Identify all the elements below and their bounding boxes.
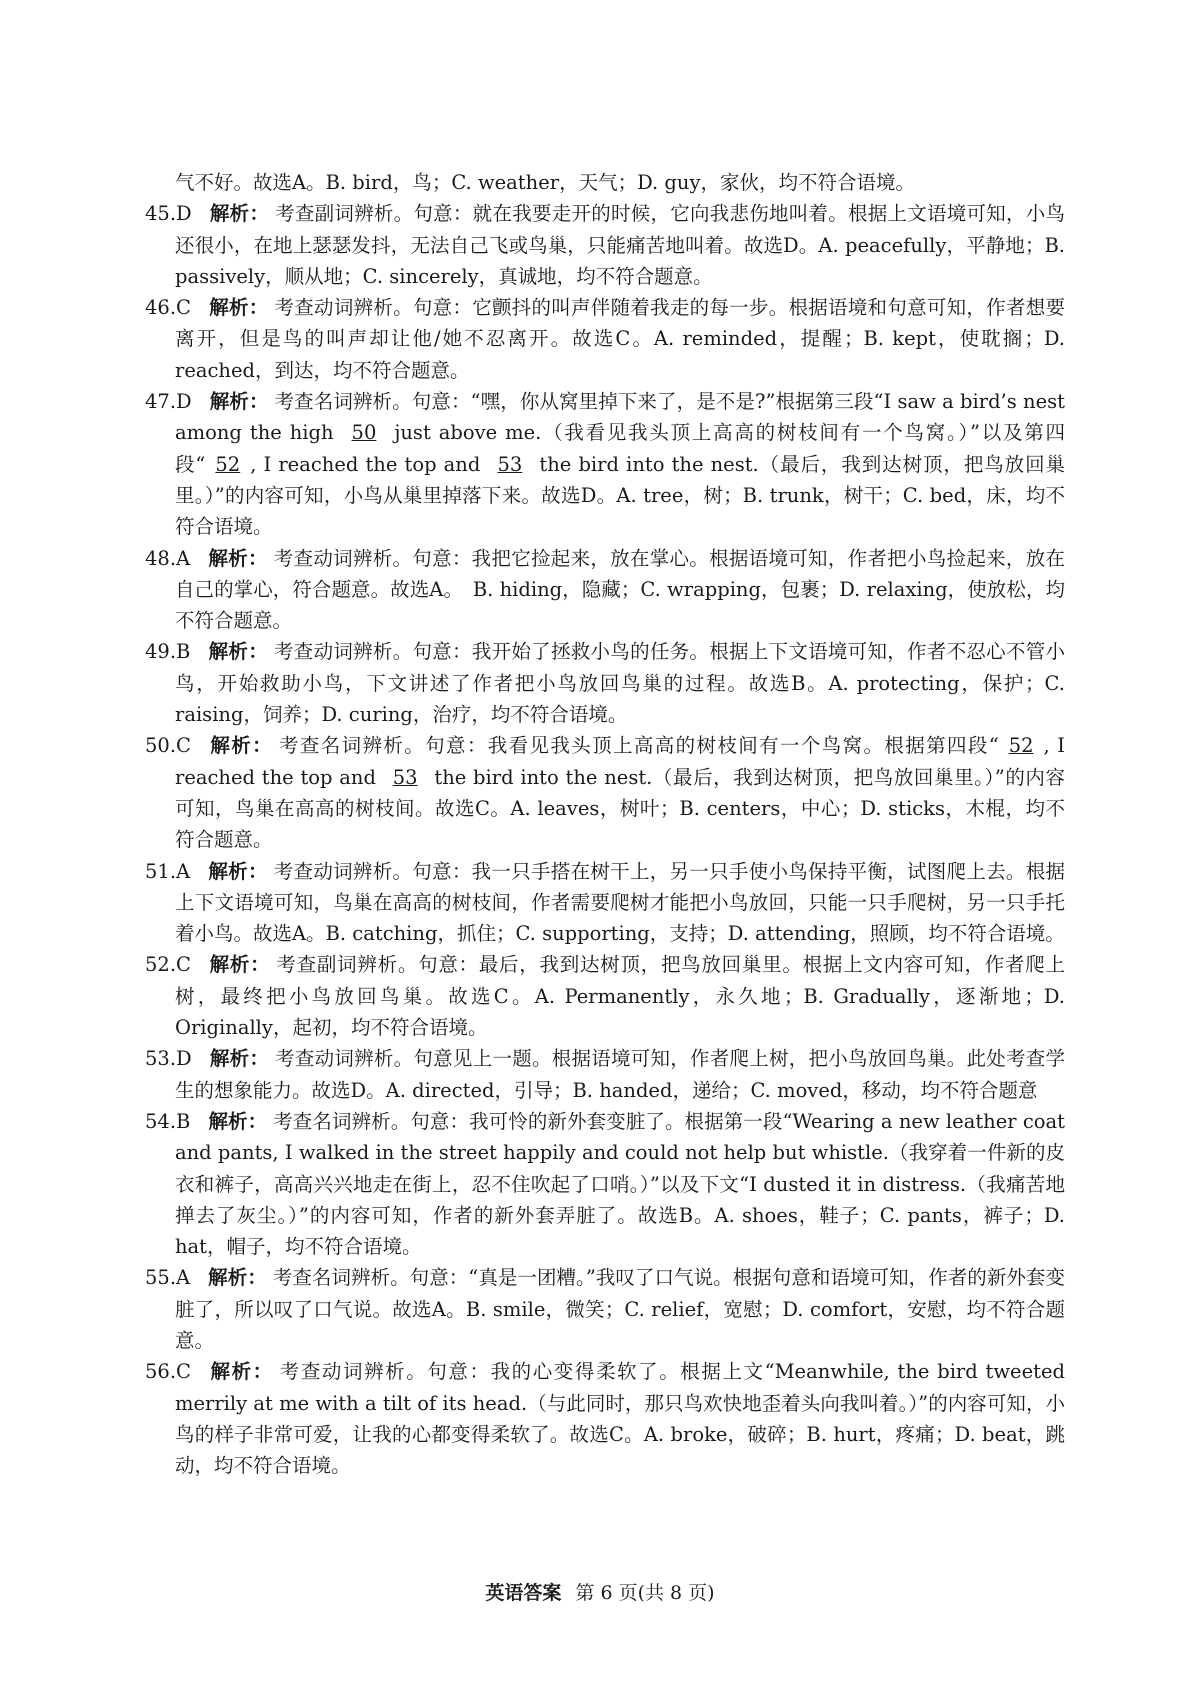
answer-letter: B xyxy=(176,1109,191,1133)
answer-letter: C xyxy=(176,296,191,320)
answer-letter: B xyxy=(176,640,191,664)
answer-46 xyxy=(145,292,1065,386)
question-number: 54. xyxy=(145,1109,177,1133)
answer-letter: D xyxy=(176,202,192,226)
question-number: 56. xyxy=(145,1360,177,1384)
question-number: 46. xyxy=(145,296,177,320)
answer-letter: C xyxy=(176,953,191,977)
answer-53 xyxy=(145,1043,1065,1106)
answer-letter: D xyxy=(176,390,192,414)
answer-letter: A xyxy=(176,859,191,883)
answer-letter: A xyxy=(176,1266,191,1290)
answer-49 xyxy=(145,636,1065,730)
analysis-label: 解析： xyxy=(209,390,269,414)
analysis-text: , I reached the top and xyxy=(250,452,488,476)
analysis-text: just above me.（我看见我头顶上高高的树枝间有一个鸟窝。）”以及第四段“ xyxy=(175,421,1065,476)
analysis-label: 解析： xyxy=(208,734,273,758)
answer-content xyxy=(145,167,1065,1481)
question-number: 55. xyxy=(145,1266,177,1290)
analysis-label: 解析： xyxy=(208,296,269,320)
page-footer xyxy=(0,1578,1200,1605)
question-number: 49. xyxy=(145,640,177,664)
question-number: 45. xyxy=(145,202,177,226)
blank-number: 52 xyxy=(215,452,241,476)
analysis-label: 解析： xyxy=(208,546,268,570)
blank-number: 52 xyxy=(1008,734,1034,758)
answer-52 xyxy=(145,949,1065,1043)
continuation-text: 气不好。故选A。B. bird，鸟；C. weather，天气；D. guy，家伙，均不符合语境。 xyxy=(175,171,915,194)
answer-letter: D xyxy=(176,1047,192,1071)
blank-number: 50 xyxy=(351,421,377,445)
question-number: 48. xyxy=(145,546,177,570)
answer-51 xyxy=(145,856,1065,950)
question-number: 52. xyxy=(145,953,177,977)
answer-letter: C xyxy=(176,734,191,758)
analysis-text: 考查动词辨析。句意：我的心变得柔软了。根据上文“Meanwhile, the bird tweeted merrily at me with a tilt of its head.（与此同时，那只鸟欢快地歪着头向我叫着。）”的内容可知，小鸟的样子非常可爱，让我的心都变得柔软了。故选C。A. broke，破碎；B. hurt，疼痛；D. beat，跳动，均不符合语境。 xyxy=(175,1360,1065,1478)
analysis-text: 考查动词辨析。句意见上一题。根据语境可知，作者爬上树，把小鸟放回鸟巢。此处考查学生的想象能力。故选D。A. directed，引导；B. handed，递给；C. moved，移动，均不符合题意 xyxy=(175,1047,1065,1102)
answer-letter: C xyxy=(176,1360,191,1384)
answer-54 xyxy=(145,1106,1065,1262)
analysis-text: the bird into the nest.（最后，我到达树顶，把鸟放回巢里。）”的内容可知，鸟巢在高高的树枝间。故选C。A. leaves，树叶；B. centers，中心；D. sticks，木棍，均不符合题意。 xyxy=(175,765,1065,852)
answer-56 xyxy=(145,1356,1065,1481)
analysis-text: 考查副词辨析。句意：最后，我到达树顶，把鸟放回巢里。根据上文内容可知，作者爬上树，最终把小鸟放回鸟巢。故选C。A. Permanently，永久地；B. Gradually，逐渐地；D. Originally，起初，均不符合语境。 xyxy=(175,953,1065,1040)
footer-subject: 英语答案 xyxy=(485,1582,562,1604)
analysis-label: 解析： xyxy=(209,1047,270,1071)
answer-letter: A xyxy=(176,546,191,570)
analysis-text: 考查名词辨析。句意：“真是一团糟。”我叹了口气说。根据句意和语境可知，作者的新外套变脏了，所以叹了口气说。故选A。B. smile，微笑；C. relief，宽慰；D. comfort，安慰，均不符合题意。 xyxy=(175,1266,1065,1352)
analysis-text: the bird into the nest.（最后，我到达树顶，把鸟放回巢里。）”的内容可知，小鸟从巢里掉落下来。故选D。A. tree，树；B. trunk，树干；C. bed，床，均不符合语境。 xyxy=(175,452,1065,539)
answer-48 xyxy=(145,543,1065,637)
analysis-text: 考查动词辨析。句意：我一只手搭在树干上，另一只手使小鸟保持平衡，试图爬上去。根据上下文语境可知，鸟巢在高高的树枝间，作者需要爬树才能把小鸟放回，只能一只手爬树，另一只手托着小鸟。故选A。B. catching，抓住；C. supporting，支持；D. attending，照顾，均不符合语境。 xyxy=(175,859,1065,946)
analysis-label: 解析： xyxy=(208,859,268,883)
footer-page-number: 第 6 页(共 8 页) xyxy=(575,1582,715,1604)
answer-45 xyxy=(145,198,1065,292)
answer-50 xyxy=(145,730,1065,855)
question-number: 51. xyxy=(145,859,177,883)
analysis-text: , I reached the top and xyxy=(175,734,1065,789)
answer-47 xyxy=(145,386,1065,542)
blank-number: 53 xyxy=(497,452,523,476)
analysis-text: 考查名词辨析。句意：我可怜的新外套变脏了。根据第一段“Wearing a new leather coat and pants, I walked in the street happily and could not help but whistle.（我穿着一件新的皮衣和裤子，高高兴兴地走在街上，忍不住吹起了口哨。）”以及下文“I dusted it in distress.（我痛苦地掸去了灰尘。）”的内容可知，作者的新外套弄脏了。故选B。A. shoes，鞋子；C. pants，裤子；D. hat，帽子，均不符合语境。 xyxy=(175,1109,1065,1259)
question-number: 50. xyxy=(145,734,177,758)
analysis-text: 考查动词辨析。句意：它颤抖的叫声伴随着我走的每一步。根据语境和句意可知，作者想要离开，但是鸟的叫声却让他/她不忍离开。故选C。A. reminded，提醒；B. kept，使耽搁；D. reached，到达，均不符合题意。 xyxy=(175,296,1065,382)
question-number: 47. xyxy=(145,390,177,414)
analysis-text: 考查名词辨析。句意：我看见我头顶上高高的树枝间有一个鸟窝。根据第四段“ xyxy=(278,734,999,758)
analysis-label: 解析： xyxy=(208,1266,267,1290)
analysis-text: 考查动词辨析。句意：我把它捡起来，放在掌心。根据语境可知，作者把小鸟捡起来，放在自己的掌心，符合题意。故选A。 B. hiding，隐藏；C. wrapping，包裹；D. relaxing，使放松，均不符合题意。 xyxy=(175,546,1065,633)
analysis-text: 考查副词辨析。句意：就在我要走开的时候，它向我悲伤地叫着。根据上文语境可知，小鸟还很小，在地上瑟瑟发抖，无法自己飞或鸟巢，只能痛苦地叫着。故选D。A. peacefully，平静地；B. passively，顺从地；C. sincerely，真诚地，均不符合题意。 xyxy=(175,202,1065,288)
analysis-label: 解析： xyxy=(208,953,271,977)
answer-55 xyxy=(145,1262,1065,1356)
analysis-text: 考查动词辨析。句意：我开始了拯救小鸟的任务。根据上下文语境可知，作者不忍心不管小鸟，开始救助小鸟，下文讲述了作者把小鸟放回鸟巢的过程。故选B。A. protecting，保护；C. raising，饲养；D. curing，治疗，均不符合语境。 xyxy=(175,640,1065,727)
analysis-label: 解析： xyxy=(209,202,270,226)
analysis-label: 解析： xyxy=(208,640,268,664)
analysis-text: 考查名词辨析。句意：“嘿，你从窝里掉下来了，是不是?”根据第三段“I saw a bird’s nest among the high xyxy=(175,390,1065,445)
analysis-label: 解析： xyxy=(208,1109,268,1133)
question-number: 53. xyxy=(145,1047,177,1071)
blank-number: 53 xyxy=(392,765,418,789)
analysis-label: 解析： xyxy=(208,1360,274,1384)
